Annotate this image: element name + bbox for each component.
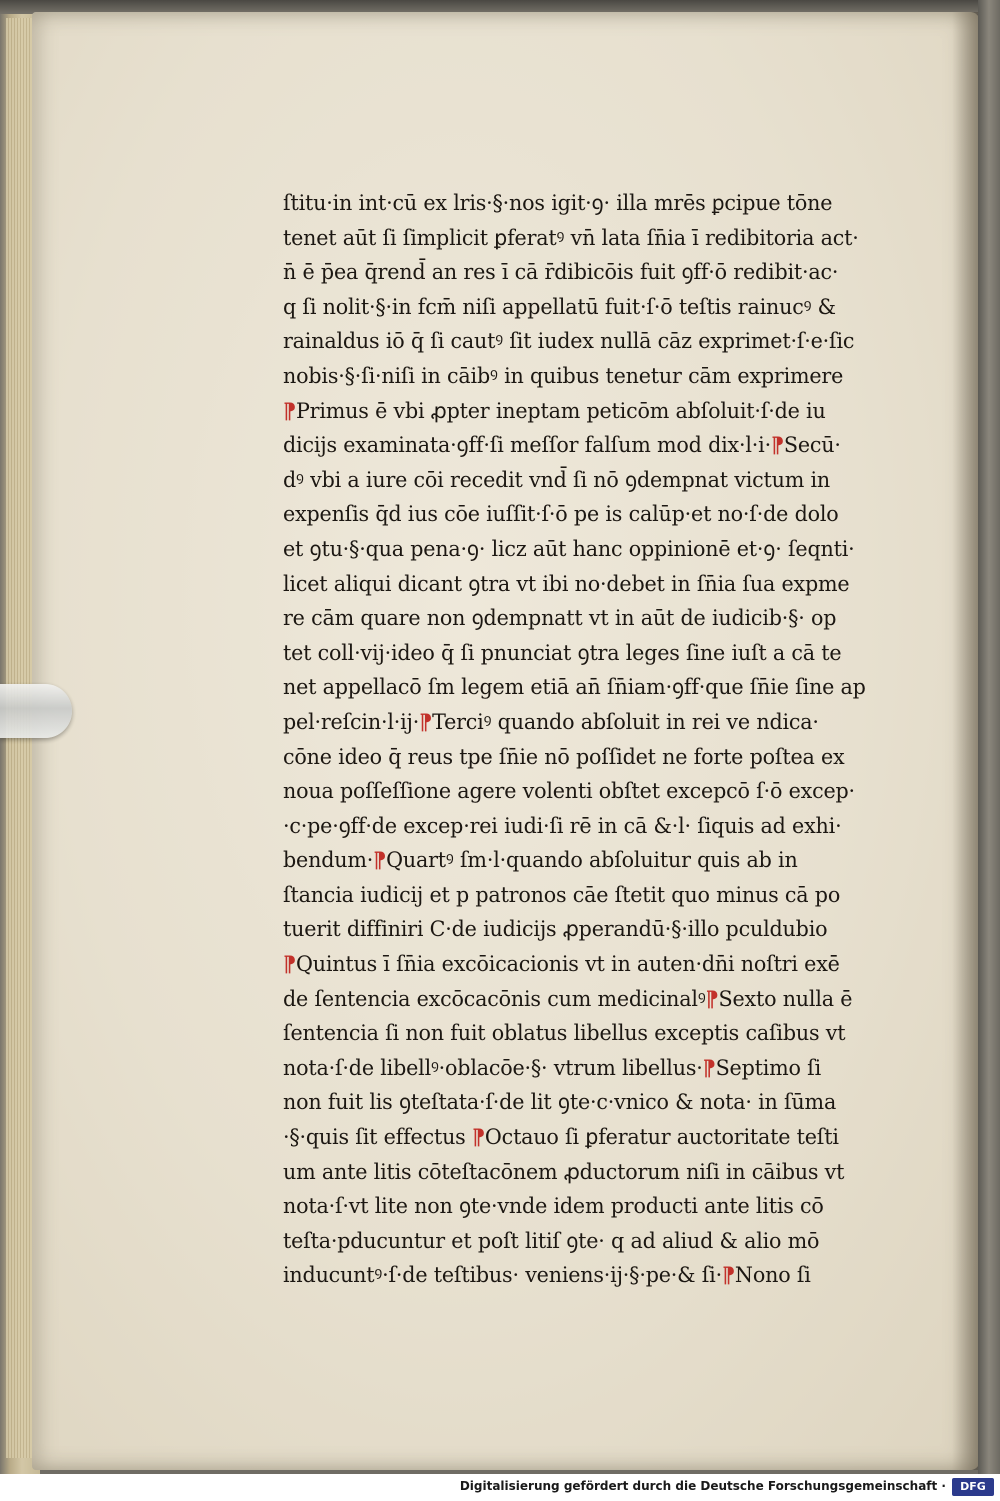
manuscript-text xyxy=(283,186,923,1293)
line-text: licet aliqui dicant ꝯtra vt ibi no·debet in ſn̄ia ſua expme xyxy=(283,571,850,596)
line-text: inducuntꝰ·ſ·de teſtibus· veniens·ij·§·pe·& ſi· xyxy=(283,1263,722,1288)
text-line xyxy=(283,740,913,775)
page-edges xyxy=(6,18,32,1458)
line-text: Quintus ī ſn̄ia excōicacionis vt in auten·dn̄i noſtri exē xyxy=(295,952,840,977)
line-text: de ſentencia excōcacōnis cum medicinalꝰ xyxy=(283,986,706,1011)
line-text: tenet aūt ſi ſimplicit ꝑferatꝰ vn̄ lata ſn̄ia ī redibitoria act· xyxy=(283,225,859,250)
text-line xyxy=(283,774,913,809)
line-text: Terciꝰ quando abſoluit in rei ve ndica· xyxy=(432,709,819,734)
rubric-mark: ⁋ xyxy=(283,951,296,977)
text-line xyxy=(283,1120,913,1155)
text-line xyxy=(283,532,913,567)
line-text: Nono ſi xyxy=(734,1263,811,1288)
text-line xyxy=(283,843,913,878)
line-text: ſtancia iudicij et p patronos cāe ſtetit quo minus cā po xyxy=(283,882,841,907)
line-text: expenſis q̄d ius cōe iuſſit·ſ·ō pe is calūp·et no·ſ·de dolo xyxy=(283,502,839,527)
text-line xyxy=(283,1051,913,1086)
rubric-mark: ⁋ xyxy=(770,432,784,458)
page-gutter-shadow xyxy=(952,12,980,1470)
text-line xyxy=(283,1224,913,1259)
dfg-logo: DFG xyxy=(952,1478,994,1496)
text-line xyxy=(283,1016,913,1051)
line-text: n̄ ē p̄ea q̄rend̄ an res ī cā r̄dibicōis fuit ꝯff·ō redibit·ac· xyxy=(283,260,839,285)
text-line xyxy=(283,1258,913,1293)
text-line xyxy=(283,290,913,325)
text-line xyxy=(283,982,913,1017)
text-line xyxy=(283,878,913,913)
text-line xyxy=(283,1189,913,1224)
text-line xyxy=(283,324,913,359)
line-text: tet coll·vij·ideo q̄ ſi pnunciat ꝯtra leges ſine iuſt a cā te xyxy=(283,640,842,665)
line-text: Septimo ſi xyxy=(715,1055,822,1080)
text-line xyxy=(283,359,913,394)
line-text: tuerit diffiniri C·de iudicijs ꝓperandū·§·illo pculdubio xyxy=(283,917,828,942)
line-text: rainaldus iō q̄ ſi cautꝰ ſit iudex nullā cāz exprimet·ſ·e·ſic xyxy=(283,329,855,354)
text-line xyxy=(283,255,913,290)
footer-bar xyxy=(0,1474,1000,1501)
text-line xyxy=(283,912,913,947)
line-text: non fuit lis ꝯteſtata·ſ·de lit ꝯte·c·vnico & nota· in ſūma xyxy=(283,1090,837,1115)
line-text: cōne ideo q̄ reus tpe ſn̄ie nō poſſidet ne forte poſtea ex xyxy=(283,744,845,769)
rubric-mark: ⁋ xyxy=(373,847,387,873)
funding-credit: Digitalisierung gefördert durch die Deutsche Forschungsgemeinschaft · xyxy=(459,1479,946,1493)
text-line xyxy=(283,428,913,463)
line-text: Primus ē vbi ꝓpter ineptam peticōm abſoluit·ſ·de iu xyxy=(295,398,826,423)
line-text: Sexto nulla ē xyxy=(718,986,853,1011)
text-line xyxy=(283,809,913,844)
book-binding-edge xyxy=(978,0,1000,1474)
line-text: ſentencia ſi non fuit oblatus libellus exceptis caſibus vt xyxy=(283,1021,846,1046)
show-through-text xyxy=(300,1152,860,1174)
line-text: nota·ſ·de libellꝰ·oblacōe·§· vtrum libellus· xyxy=(283,1055,703,1080)
line-text: noua poſſeſſione agere volenti obſtet excepcō ſ·ō excep· xyxy=(283,779,855,804)
line-text: pel·reſcin·l·ij· xyxy=(283,709,420,734)
line-text: Secū· xyxy=(783,433,841,458)
line-text: q ſi nolit·§·in fcm̄ niſi appellatū fuit·ſ·ō teſtis rainucꝰ & xyxy=(283,294,836,319)
line-text: dicijs examinata·ꝯff·ſi meſſor falſum mod dix·l·i· xyxy=(283,433,771,458)
line-text: Octauo ſi ꝑferatur auctoritate teſti xyxy=(484,1125,839,1150)
rubric-mark: ⁋ xyxy=(419,708,433,734)
text-line xyxy=(283,497,913,532)
line-text: ſtitu·in int·cū ex lris·§·nos igit·ꝯ· illa mrēs ꝑcipue tōne xyxy=(283,191,833,215)
line-text: et ꝯtu·§·qua pena·ꝯ· licz aūt hanc oppinionē et·ꝯ· ſeqnti· xyxy=(283,536,855,561)
text-line xyxy=(283,636,913,671)
text-line xyxy=(283,947,913,982)
line-text: um ante litis cōteſtacōnem ꝓductorum niſi in cāibus vt xyxy=(283,1159,845,1184)
text-line xyxy=(283,186,913,221)
line-text: ·§·quis ſit effectus xyxy=(283,1125,472,1150)
line-text: re cām quare non ꝯdempnatt vt in aūt de iudicib·§· op xyxy=(283,606,837,631)
line-text: teſta·pducuntur et poſt litiſ ꝯte· q ad aliud & alio mō xyxy=(283,1228,820,1253)
text-line xyxy=(283,221,913,256)
line-text: nota·ſ·vt lite non ꝯte·vnde idem producti ante litis cō xyxy=(283,1194,824,1219)
text-line xyxy=(283,670,913,705)
rubric-mark: ⁋ xyxy=(705,985,719,1011)
line-text: ·c·pe·ꝯff·de excep·rei iudi·ſi rē in cā &·l· ſiquis ad exhi· xyxy=(283,813,842,838)
rubric-mark: ⁋ xyxy=(471,1124,485,1150)
line-text: bendum· xyxy=(283,848,374,873)
line-text: Quartꝰ ſm·l·quando abſoluitur quis ab in xyxy=(386,848,798,873)
line-text: net appellacō ſm legem etiā an̄ ſn̄iam·ꝯff·que ſn̄ie ſine ap xyxy=(283,675,866,700)
text-line xyxy=(283,1085,913,1120)
text-line xyxy=(283,567,913,602)
line-text: nobis·§·ſi·niſi in cāibꝰ in quibus tenetur cām exprimere xyxy=(283,363,844,388)
text-line xyxy=(283,463,913,498)
text-line xyxy=(283,601,913,636)
page-holder-clip xyxy=(0,684,72,738)
text-line xyxy=(283,394,913,429)
rubric-mark: ⁋ xyxy=(283,397,296,423)
line-text: dꝰ vbi a iure cōi recedit vnd̄ ſi nō ꝯdempnat victum in xyxy=(283,467,831,492)
rubric-mark: ⁋ xyxy=(702,1054,716,1080)
text-line xyxy=(283,705,913,740)
rubric-mark: ⁋ xyxy=(721,1262,735,1288)
